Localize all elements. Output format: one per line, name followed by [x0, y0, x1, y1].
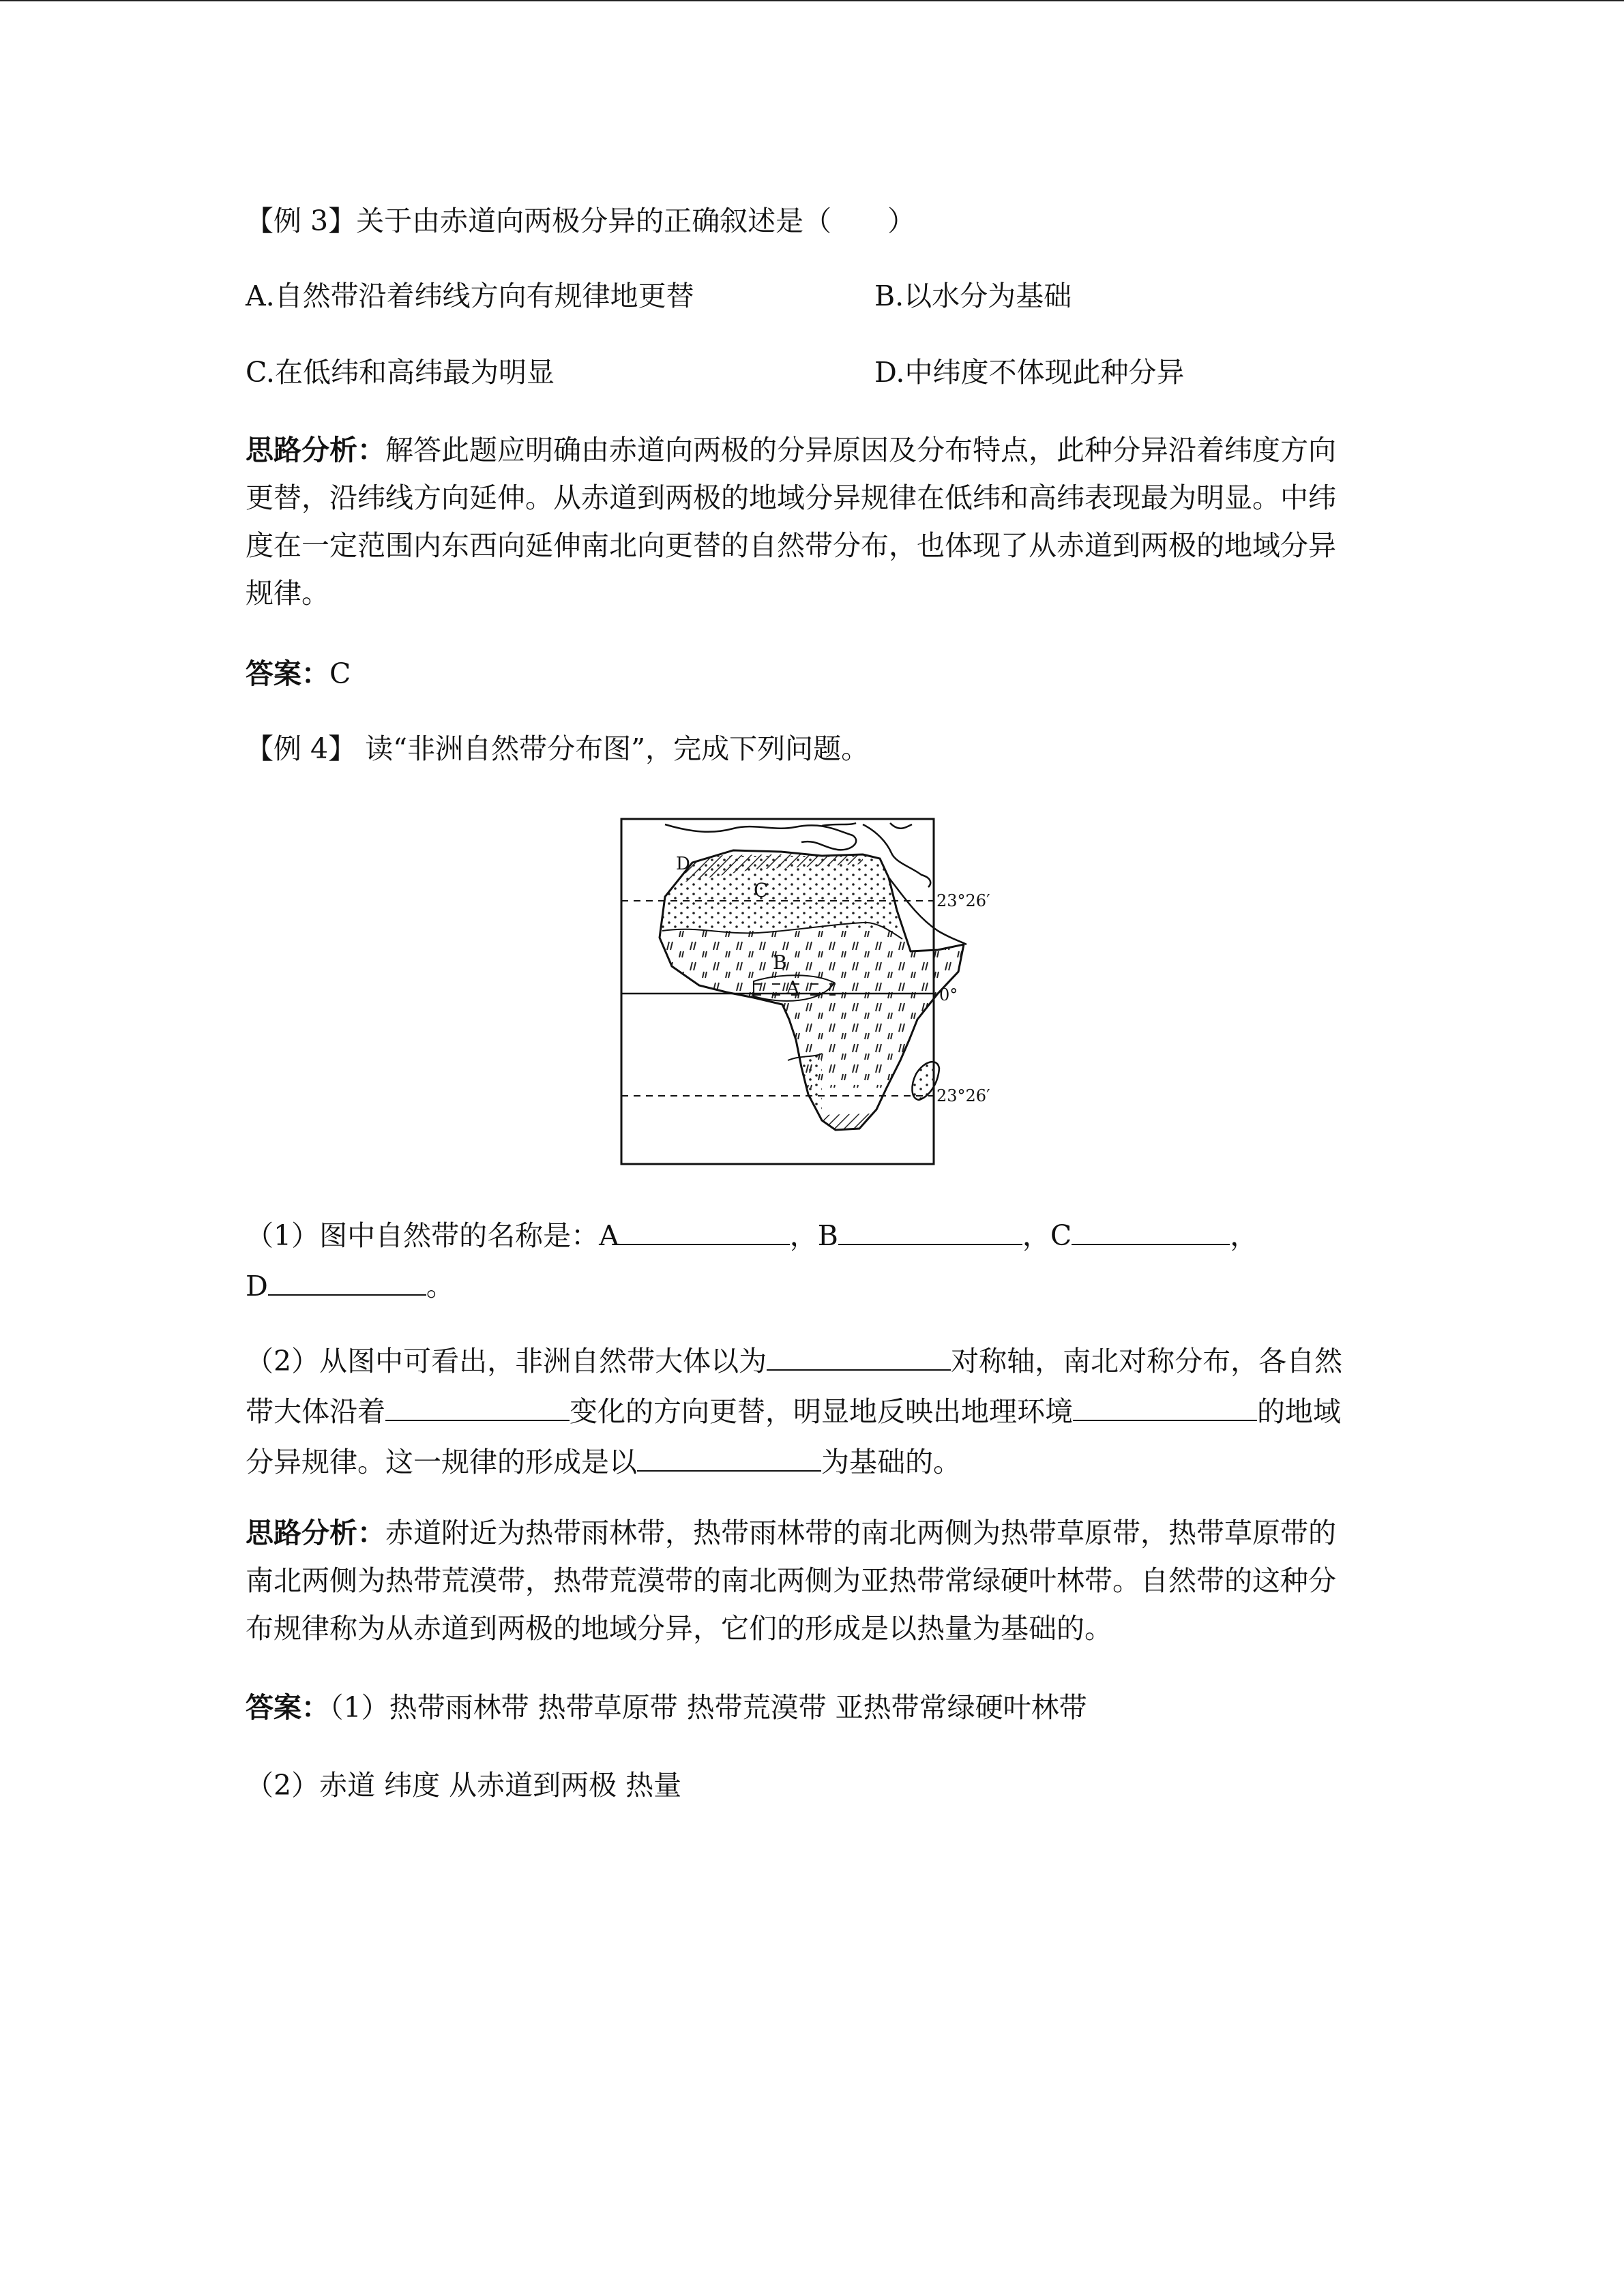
blank-pattern[interactable]	[1073, 1395, 1257, 1421]
q2-mid3: 的地域	[1257, 1395, 1341, 1428]
q2-line3-prefix: 分异规律。这一规律的形成是以	[246, 1446, 637, 1478]
blank-b[interactable]	[838, 1219, 1022, 1245]
example4-q2-line3	[246, 1444, 961, 1480]
answer-text-1: （1）热带雨林带 热带草原带 热带荒漠带 亚热带常绿硬叶林带	[329, 1691, 1087, 1724]
blank-d[interactable]	[268, 1270, 426, 1296]
answer-label: 答案：	[246, 1691, 329, 1724]
zone-label-c: C	[754, 879, 769, 901]
analysis-label: 思路分析：	[246, 1517, 385, 1549]
example3-title: 【例 3】关于由赤道向两极分异的正确叙述是（ ）	[246, 205, 916, 237]
analysis-label: 思路分析：	[246, 434, 385, 466]
zone-label-a: A	[786, 978, 799, 998]
example4-q1-line2	[246, 1268, 454, 1304]
example3-option-a: A.自然带沿着纬线方向有规律地更替	[246, 280, 694, 312]
analysis-text: 赤道附近为热带雨林带，热带雨林带的南北两侧为热带草原带，热带草原带的	[385, 1517, 1336, 1549]
example4-answer-line1	[246, 1690, 1087, 1725]
example4-analysis-line3: 布规律称为从赤道到两极的地域分异，它们的形成是以热量为基础的。	[246, 1612, 1112, 1645]
example4-analysis-line1	[246, 1515, 1336, 1551]
example4-q1-line1	[246, 1218, 1258, 1253]
example3-option-b: B.以水分为基础	[874, 280, 1072, 312]
q1-d-end: 。	[426, 1270, 454, 1302]
q1-end: ，	[1230, 1219, 1258, 1252]
example3-analysis-line4: 规律。	[246, 577, 329, 610]
q2-prefix: （2）从图中可看出，非洲自然带大体以为	[246, 1345, 767, 1377]
blank-c[interactable]	[1072, 1219, 1230, 1245]
answer-value: C	[329, 657, 351, 690]
example4-q2-line2	[246, 1394, 1341, 1429]
q2-mid1: 对称轴，南北对称分布，各自然	[951, 1345, 1343, 1377]
madagascar	[912, 1062, 939, 1100]
lat-label-south: 23°26′	[936, 1086, 990, 1105]
zone-label-b: B	[773, 951, 787, 974]
blank-basis[interactable]	[637, 1446, 821, 1472]
example4-title: 【例 4】 读“非洲自然带分布图”，完成下列问题。	[246, 732, 870, 765]
top-border	[0, 0, 1624, 1]
q2-mid2: 变化的方向更替，明显地反映出地理环境	[570, 1395, 1073, 1428]
q1-d-prefix: D	[246, 1270, 268, 1302]
example3-analysis-line2: 更替，沿纬线方向延伸。从赤道到两极的地域分异规律在低纬和高纬表现最为明显。中纬	[246, 481, 1336, 514]
example4-q2-line1	[246, 1343, 1342, 1379]
example3-analysis-line1	[246, 432, 1336, 468]
example3-option-d: D.中纬度不体现此种分异	[874, 356, 1185, 389]
q1-prefix: （1）图中自然带的名称是：A	[246, 1219, 619, 1252]
example3-answer	[246, 656, 351, 691]
answer-label: 答案：	[246, 657, 329, 690]
q1-sep-c: ，C	[1022, 1219, 1072, 1252]
q2-line2-prefix: 带大体沿着	[246, 1395, 385, 1428]
africa-zone-map	[617, 815, 999, 1169]
example4-analysis-line2: 南北两侧为热带荒漠带，热带荒漠带的南北两侧为亚热带常绿硬叶林带。自然带的这种分	[246, 1564, 1336, 1597]
blank-a[interactable]	[619, 1219, 790, 1245]
blank-direction[interactable]	[385, 1395, 570, 1421]
q1-sep-b: ，B	[789, 1219, 838, 1252]
example4-answer-line2: （2）赤道 纬度 从赤道到两极 热量	[246, 1769, 682, 1802]
example3-analysis-line3: 度在一定范围内东西向延伸南北向更替的自然带分布，也体现了从赤道到两极的地域分异	[246, 529, 1336, 562]
zone-label-d: D	[676, 854, 690, 874]
blank-axis[interactable]	[767, 1345, 951, 1371]
example3-option-c: C.在低纬和高纬最为明显	[246, 356, 555, 389]
analysis-text: 解答此题应明确由赤道向两极的分异原因及分布特点，此种分异沿着纬度方向	[385, 434, 1336, 466]
lat-label-equator: 0°	[939, 985, 958, 1004]
q2-end: 为基础的。	[821, 1446, 961, 1478]
lat-label-north: 23°26′	[936, 891, 990, 910]
